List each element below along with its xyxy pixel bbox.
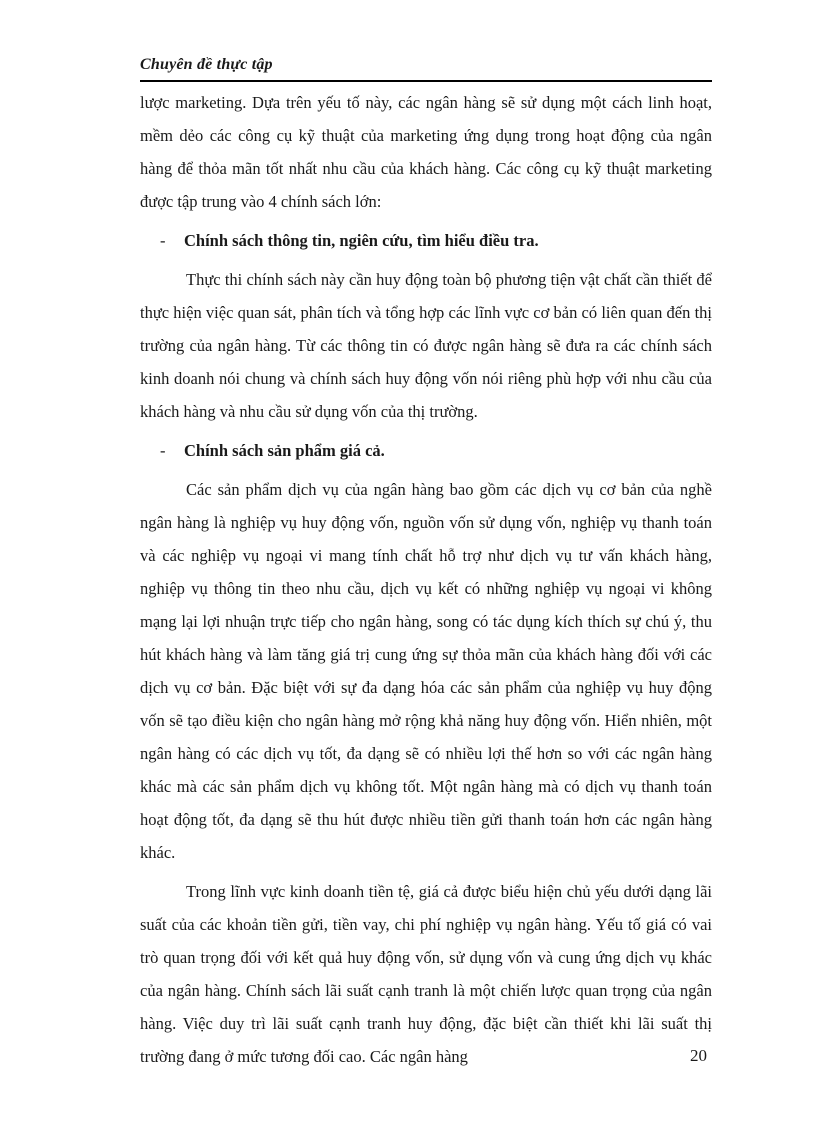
page-number: 20 [690,1046,707,1065]
bullet-dash: - [160,231,166,250]
paragraph-2: Thực thi chính sách này cần huy động toàn bộ phương tiện vật chất cần thiết để thực hiện việc quan sát, phân tích và tổng hợp các lĩnh vực cơ bản có liên quan đến thị trường của ngân hàng. Từ các thông tin có được ngân hàng sẽ đưa ra các chính sách kinh doanh nói chung và chính sách huy động vốn nói riêng phù hợp với nhu cầu của khách hàng và nhu cầu sử dụng vốn của thị trường. [140,270,712,421]
paragraph-4: Trong lĩnh vực kinh doanh tiền tệ, giá cả được biểu hiện chủ yếu dưới dạng lãi suất của các khoản tiền gửi, tiền vay, chi phí nghiệp vụ ngân hàng. Yếu tố giá có vai trò quan trọng đối với kết quả huy động vốn, sử dụng vốn và cung ứng dịch vụ khác của ngân hàng. Chính sách lãi suất cạnh tranh là một chiến lược quan trọng của ngân hàng. Việc duy trì lãi suất cạnh tranh huy động, đặc biệt cần thiết khi lãi suất thị trường đang ở mức tương đối cao. Các ngân hàng [140,882,712,1066]
paragraph-1: lược marketing. Dựa trên yếu tố này, các ngân hàng sẽ sử dụng một cách linh hoạt, mềm dẻo các công cụ kỹ thuật của marketing ứng dụng trong hoạt động của ngân hàng để thỏa mãn tốt nhất nhu cầu của khách hàng. Các công cụ kỹ thuật marketing được tập trung vào 4 chính sách lớn: [140,93,712,211]
header-title: Chuyên đề thực tập [140,56,273,73]
document-body [140,86,712,1073]
bullet-item-1 [140,224,712,257]
paragraph-3: Các sản phẩm dịch vụ của ngân hàng bao gồm các dịch vụ cơ bản của nghề ngân hàng là nghiệp vụ huy động vốn, nguồn vốn sử dụng vốn, nghiệp vụ thanh toán và các nghiệp vụ ngoại vi mang tính chất hỗ trợ như dịch vụ tư vấn khách hàng, nghiệp vụ thông tin theo nhu cầu, dịch vụ kết có những nghiệp vụ ngoại vi không mạng lại lợi nhuận trực tiếp cho ngân hàng, song có tác dụng kích thích sự chú ý, thu hút khách hàng và làm tăng giá trị cung ứng sự thỏa mãn của khách hàng đối với các dịch vụ cơ bản. Đặc biệt với sự đa dạng hóa các sản phẩm của nghiệp vụ huy động vốn sẽ tạo điều kiện cho ngân hàng mở rộng khả năng huy động vốn. Hiển nhiên, một ngân hàng có các dịch vụ tốt, đa dạng sẽ có nhiều lợi thế hơn so với các ngân hàng khác mà các sản phẩm dịch vụ không tốt. Một ngân hàng mà có dịch vụ thanh toán hoạt động tốt, đa dạng sẽ thu hút được nhiều tiền gửi thanh toán hơn các ngân hàng khác. [140,480,712,862]
bullet-dash: - [160,441,166,460]
page-header [140,54,712,82]
bullet-heading-2: Chính sách sản phẩm giá cả. [184,441,385,460]
bullet-heading-1: Chính sách thông tin, ngiên cứu, tìm hiểu điều tra. [184,231,539,250]
bullet-item-2 [140,434,712,467]
